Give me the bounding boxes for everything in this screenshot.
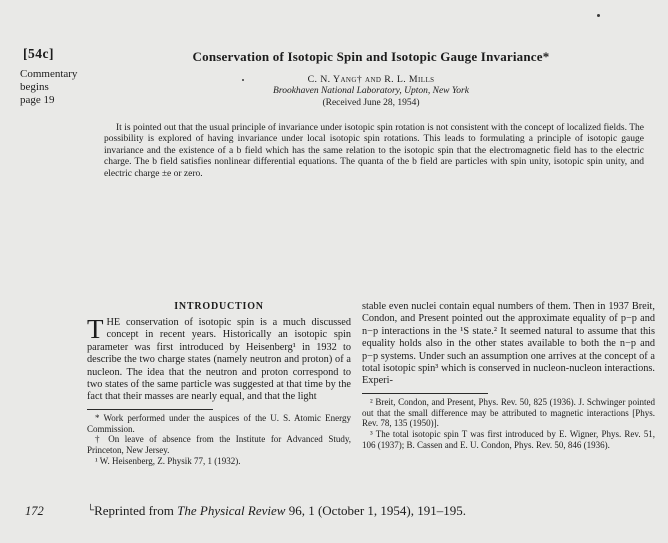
reprint-citation bbox=[87, 503, 466, 519]
title-block bbox=[87, 49, 655, 108]
received-date-line: (Received June 28, 1954) bbox=[322, 98, 420, 108]
journal-name: The Physical Review bbox=[177, 503, 286, 518]
footnote-heisenberg-ref: ¹ W. Heisenberg, Z. Physik 77, 1 (1932). bbox=[95, 456, 241, 467]
scan-speck bbox=[242, 79, 244, 81]
footnote-rule bbox=[362, 393, 488, 394]
introduction-paragraph-left bbox=[87, 314, 351, 404]
footnote-work-auspices: * Work performed under the auspices of the U. S. Atomic Energy Commission. bbox=[87, 412, 351, 434]
introduction-paragraph-left-text: HE conservation of isotopic spin is a much discussed concept in recent years. Historically an isotopic spin parameter was first introduced by Heisenberg¹ in 1932 to describe the two charge states (namely neutron and proton) of a nucleon. The idea that the neutron and proton correspond to two states of the same particle was suggested at that time by the fact that their masses are nearly equal, and that the light bbox=[87, 317, 351, 403]
footnote-wigner-cassen-condon-ref: ³ The total isotopic spin T was first introduced by E. Wigner, Phys. Rev. 51, 106 (1937); B. Cassen and E. U. Condon, Phys. Rev. 50, 846 (1936). bbox=[362, 429, 655, 451]
authors-line: C. N. Yang† and R. L. Mills bbox=[307, 74, 435, 85]
introduction-paragraph-right: stable even nuclei contain equal numbers of them. Then in 1937 Breit, Condon, and Present pointed out the approximate equality of p−p and n−p interactions in the ¹S state.² It seemed natural to assume that this equality holds also in the other states available to both the n−p and p−p systems. Under such an assumption one arrives at the concept of a total isotopic spin³ which is conserved in nucleon-nucleon interactions. Experi- bbox=[362, 301, 655, 387]
footnote-leave-of-absence: † On leave of absence from the Institute for Advanced Study, Princeton, New Jersey. bbox=[87, 434, 351, 456]
left-column bbox=[87, 301, 351, 467]
affiliation-line: Brookhaven National Laboratory, Upton, New York bbox=[273, 86, 469, 96]
scan-speck bbox=[597, 14, 600, 17]
commentary-note-line: begins bbox=[20, 81, 49, 93]
commentary-note bbox=[20, 68, 77, 107]
footnote-breit-condon-present-ref: ² Breit, Condon, and Present, Phys. Rev. 50, 825 (1936). J. Schwinger pointed out that the small difference may be attributed to magnetic interactions [Phys. Rev. 78, 135 (1950)]. bbox=[362, 396, 655, 429]
footnote-rule bbox=[87, 409, 213, 410]
reprint-volume-info: 96, 1 (October 1, 1954), 191–195. bbox=[285, 503, 466, 518]
dropcap-letter: T bbox=[87, 314, 104, 344]
abstract-paragraph: It is pointed out that the usual principle of invariance under isotopic spin rotation is not consistent with the concept of localized fields. The possibility is explored of having invariance under local isotopic spin rotations. This leads to formulating a principle of isotopic gauge invariance and the existence of a b field which has the same relation to the isotopic spin that the electromagnetic field has to the electric charge. The b field satisfies nonlinear differential equations. The quanta of the b field are particles with spin unity, isotopic spin unity, and electric charge ±e or zero. bbox=[104, 123, 644, 179]
reprint-corner-mark: └ bbox=[87, 505, 95, 516]
page-title: Conservation of Isotopic Spin and Isotopic Gauge Invariance* bbox=[192, 49, 550, 64]
paper-label: [54c] bbox=[23, 46, 54, 61]
commentary-note-line: page 19 bbox=[20, 94, 55, 106]
section-heading-introduction: INTRODUCTION bbox=[174, 301, 264, 312]
commentary-note-line: Commentary bbox=[20, 68, 78, 80]
right-column bbox=[362, 301, 655, 451]
reprint-text: Reprinted from bbox=[94, 503, 178, 518]
page-number: 172 bbox=[25, 504, 44, 518]
